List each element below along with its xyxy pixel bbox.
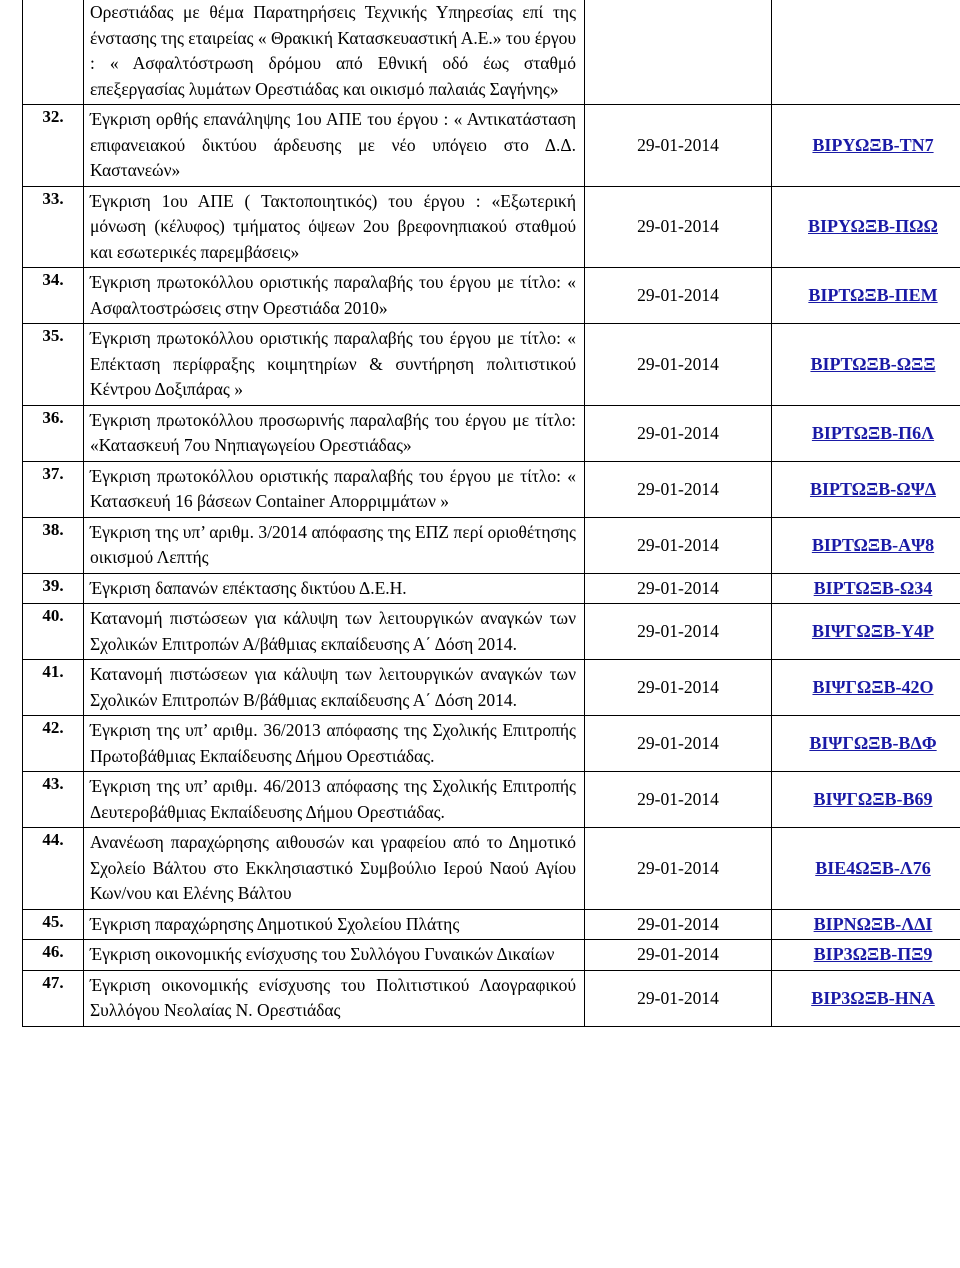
ada-code-cell	[772, 828, 960, 910]
decision-date: 29-01-2014	[585, 940, 772, 971]
ada-code-link[interactable]: ΒΙΨΓΩΞΒ-42Ο	[812, 677, 934, 697]
item-description: Έγκριση πρωτοκόλλου οριστικής παραλαβής του έργου με τίτλο: « Επέκταση περίφραξης κοιμητηρίων & συντήρηση πολιτιστικού Κέντρου Δοξιπάρας »	[84, 324, 585, 406]
table-row	[23, 828, 960, 910]
table-row	[23, 324, 960, 406]
decision-date: 29-01-2014	[585, 268, 772, 324]
item-number: 46.	[23, 940, 84, 971]
item-number: 39.	[23, 573, 84, 604]
decision-date: 29-01-2014	[585, 324, 772, 406]
item-number: 44.	[23, 828, 84, 910]
table-row	[23, 0, 960, 105]
item-description: Κατανομή πιστώσεων για κάλυψη των λειτουργικών αναγκών των Σχολικών Επιτροπών Α/βάθμιας εκπαίδευσης Α΄ Δόση 2014.	[84, 604, 585, 660]
item-description: Ανανέωση παραχώρησης αιθουσών και γραφείου από το Δημοτικό Σχολείο Βάλτου στο Εκκλησιαστικό Συμβούλιο Ιερού Ναού Αγίου Κων/νου και Ελένης Βάλτου	[84, 828, 585, 910]
item-number: 42.	[23, 716, 84, 772]
item-number: 47.	[23, 970, 84, 1026]
table-row	[23, 461, 960, 517]
decision-date: 29-01-2014	[585, 660, 772, 716]
table-row	[23, 268, 960, 324]
decision-date: 29-01-2014	[585, 405, 772, 461]
ada-code-cell	[772, 461, 960, 517]
ada-code-link[interactable]: ΒΙΡ3ΩΞΒ-ΗΝΑ	[811, 987, 935, 1008]
decision-date: 29-01-2014	[585, 604, 772, 660]
decision-date: 29-01-2014	[585, 573, 772, 604]
table-row	[23, 517, 960, 573]
table-row	[23, 405, 960, 461]
ada-code-link[interactable]: ΒΙΨΓΩΞΒ-Υ4Ρ	[811, 621, 935, 641]
item-number: 40.	[23, 604, 84, 660]
ada-code-cell	[772, 0, 960, 105]
ada-code-link[interactable]: ΒΙΡΝΩΞΒ-ΛΔΙ	[813, 913, 933, 934]
ada-code-cell	[772, 660, 960, 716]
item-description: Έγκριση παραχώρησης Δημοτικού Σχολείου Πλάτης	[84, 909, 585, 940]
ada-code-cell	[772, 716, 960, 772]
decision-date: 29-01-2014	[585, 461, 772, 517]
item-description: Έγκριση ορθής επανάληψης 1ου ΑΠΕ του έργου : « Αντικατάσταση επιφανειακού δικτύου άρδευσης με νέο υπόγειο στο Δ.Δ. Καστανεών»	[84, 105, 585, 187]
item-number: 32.	[23, 105, 84, 187]
decision-date	[585, 0, 772, 105]
item-number: 35.	[23, 324, 84, 406]
item-description: Έγκριση οικονομικής ενίσχυσης του Πολιτιστικού Λαογραφικού Συλλόγου Νεολαίας Ν. Ορεστιάδας	[84, 970, 585, 1026]
item-description: Ορεστιάδας με θέμα Παρατηρήσεις Τεχνικής Υπηρεσίας επί της ένστασης της εταιρείας « Θρακική Κατασκευαστική Α.Ε.» του έργου : « Ασφαλτόστρωση δρόμου από Εθνική οδό έως σταθμό επεξεργασίας λυμάτων Ορεστιάδας και οικισμό παλαιάς Σαγήνης»	[84, 0, 585, 105]
decision-date: 29-01-2014	[585, 970, 772, 1026]
item-number: 38.	[23, 517, 84, 573]
item-description: Έγκριση πρωτοκόλλου οριστικής παραλαβής του έργου με τίτλο: « Ασφαλτοστρώσεις στην Ορεστιάδα 2010»	[84, 268, 585, 324]
decision-date: 29-01-2014	[585, 772, 772, 828]
ada-code-cell	[772, 573, 960, 604]
ada-code-link[interactable]: ΒΙΕ4ΩΞΒ-Λ76	[815, 857, 931, 878]
ada-code-cell	[772, 970, 960, 1026]
decision-date: 29-01-2014	[585, 716, 772, 772]
item-description: Έγκριση δαπανών επέκτασης δικτύου Δ.Ε.Η.	[84, 573, 585, 604]
item-description: Έγκριση πρωτοκόλλου προσωρινής παραλαβής του έργου με τίτλο: «Κατασκευή 7ου Νηπιαγωγείου Ορεστιάδας»	[84, 405, 585, 461]
item-description: Έγκριση της υπ’ αριθμ. 3/2014 απόφασης της ΕΠΖ περί οριοθέτησης οικισμού Λεπτής	[84, 517, 585, 573]
table-row	[23, 716, 960, 772]
decision-date: 29-01-2014	[585, 828, 772, 910]
decision-date: 29-01-2014	[585, 909, 772, 940]
decision-date: 29-01-2014	[585, 186, 772, 268]
table-row	[23, 604, 960, 660]
item-number: 34.	[23, 268, 84, 324]
item-description: Έγκριση της υπ’ αριθμ. 36/2013 απόφασης της Σχολικής Επιτροπής Πρωτοβάθμιας Εκπαίδευσης Δήμου Ορεστιάδας.	[84, 716, 585, 772]
ada-code-cell	[772, 268, 960, 324]
ada-code-link[interactable]: ΒΙΨΓΩΞΒ-ΒΔΦ	[809, 733, 937, 753]
item-number	[23, 0, 84, 105]
ada-code-link[interactable]: ΒΙΡΤΩΞΒ-ΑΨ8	[811, 534, 935, 555]
table-row	[23, 105, 960, 187]
ada-code-cell	[772, 772, 960, 828]
item-description: Κατανομή πιστώσεων για κάλυψη των λειτουργικών αναγκών των Σχολικών Επιτροπών Β/βάθμιας εκπαίδευσης Α΄ Δόση 2014.	[84, 660, 585, 716]
table-row	[23, 940, 960, 971]
ada-code-cell	[772, 324, 960, 406]
decisions-table-body	[23, 0, 960, 1026]
ada-code-cell	[772, 909, 960, 940]
ada-code-link[interactable]: ΒΙΡΤΩΞΒ-ΠΕΜ	[808, 285, 938, 305]
item-number: 45.	[23, 909, 84, 940]
item-number: 41.	[23, 660, 84, 716]
ada-code-link[interactable]: ΒΙΡΥΩΞΒ-ΤΝ7	[812, 134, 934, 155]
ada-code-cell	[772, 186, 960, 268]
ada-code-link[interactable]: ΒΙΡΤΩΞΒ-Ω34	[813, 577, 933, 598]
item-description: Έγκριση οικονομικής ενίσχυσης του Συλλόγου Γυναικών Δικαίων	[84, 940, 585, 971]
item-number: 43.	[23, 772, 84, 828]
table-row	[23, 573, 960, 604]
ada-code-cell	[772, 940, 960, 971]
item-number: 33.	[23, 186, 84, 268]
table-row	[23, 186, 960, 268]
ada-code-link[interactable]: ΒΙΡΤΩΞΒ-Π6Λ	[811, 422, 935, 443]
item-description: Έγκριση πρωτοκόλλου οριστικής παραλαβής του έργου με τίτλο: « Κατασκευή 16 βάσεων Container Απορριμμάτων »	[84, 461, 585, 517]
table-row	[23, 970, 960, 1026]
item-description: Έγκριση 1ου ΑΠΕ ( Τακτοποιητικός) του έργου : «Εξωτερική μόνωση (κέλυφος) τμήματος όψεων 2ου βρεφονηπιακού σταθμού και εσωτερικές παρεμβάσεις»	[84, 186, 585, 268]
ada-code-link[interactable]: ΒΙΡΤΩΞΒ-ΩΞΞ	[810, 353, 936, 374]
ada-code-cell	[772, 604, 960, 660]
ada-code-cell	[772, 105, 960, 187]
item-number: 37.	[23, 461, 84, 517]
item-description: Έγκριση της υπ’ αριθμ. 46/2013 απόφασης της Σχολικής Επιτροπής Δευτεροβάθμιας Εκπαίδευσης Δήμου Ορεστιάδας.	[84, 772, 585, 828]
decision-date: 29-01-2014	[585, 105, 772, 187]
table-row	[23, 772, 960, 828]
ada-code-link[interactable]: ΒΙΨΓΩΞΒ-Β69	[813, 789, 933, 809]
decision-date: 29-01-2014	[585, 517, 772, 573]
item-number: 36.	[23, 405, 84, 461]
ada-code-link[interactable]: ΒΙΡΤΩΞΒ-ΩΨΔ	[809, 478, 937, 499]
ada-code-link[interactable]: ΒΙΡΥΩΞΒ-ΠΩΩ	[808, 216, 938, 237]
ada-code-cell	[772, 405, 960, 461]
table-row	[23, 660, 960, 716]
table-row	[23, 909, 960, 940]
decisions-table	[22, 0, 960, 1027]
ada-code-link[interactable]: ΒΙΡ3ΩΞΒ-ΠΞ9	[813, 944, 933, 965]
ada-code-cell	[772, 517, 960, 573]
